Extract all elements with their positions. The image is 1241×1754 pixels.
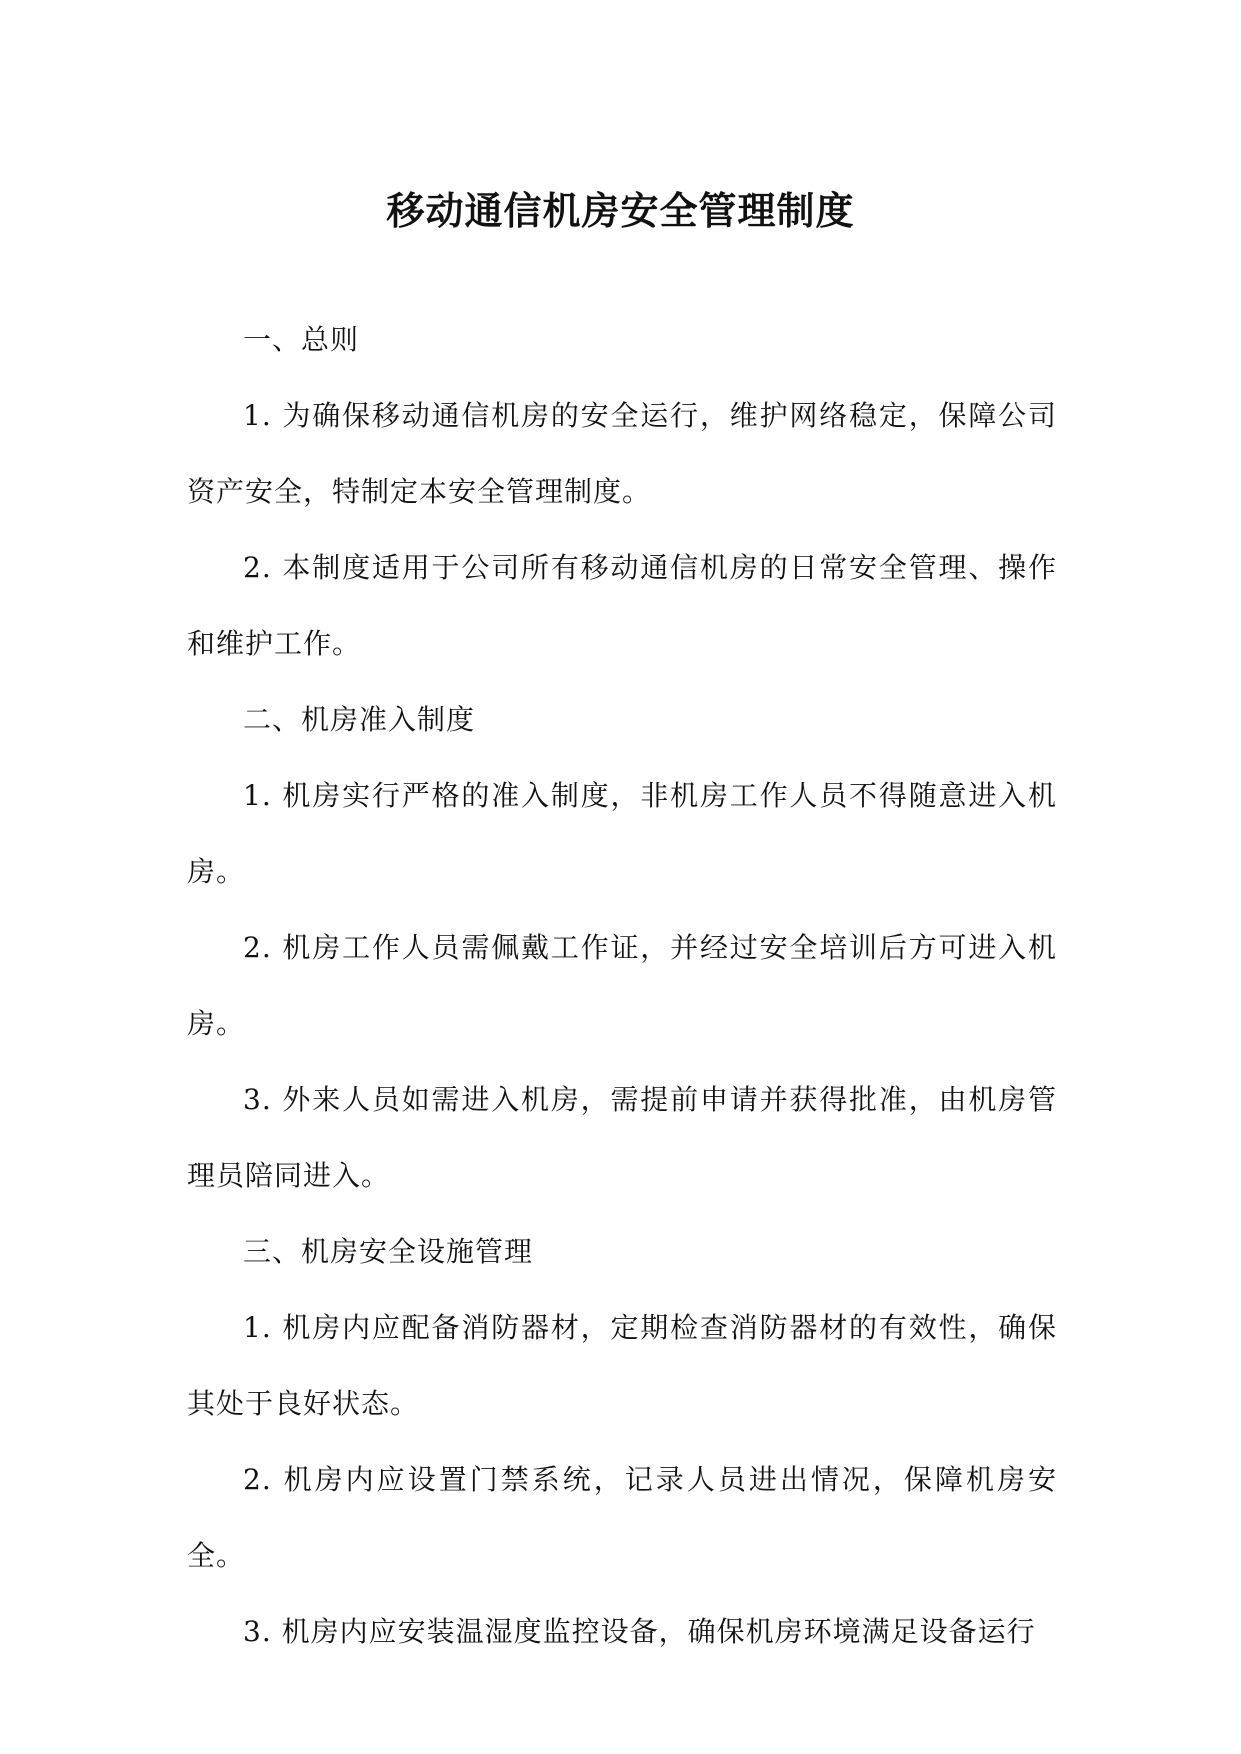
paragraph: 2. 本制度适用于公司所有移动通信机房的日常安全管理、操作和维护工作。 [187, 551, 1057, 660]
paragraph: 2. 机房内应设置门禁系统，记录人员进出情况，保障机房安全。 [187, 1463, 1057, 1572]
paragraph: 1. 为确保移动通信机房的安全运行，维护网络稳定，保障公司资产安全，特制定本安全管理制度。 [187, 399, 1057, 508]
paragraph: 3. 机房内应安装温湿度监控设备，确保机房环境满足设备运行 [243, 1615, 1036, 1648]
section-heading: 二、机房准入制度 [243, 703, 476, 736]
paragraph: 2. 机房工作人员需佩戴工作证，并经过安全培训后方可进入机房。 [187, 931, 1057, 1040]
paragraph: 3. 外来人员如需进入机房，需提前申请并获得批准，由机房管理员陪同进入。 [187, 1083, 1057, 1192]
section-heading: 三、机房安全设施管理 [243, 1235, 534, 1268]
paragraph: 1. 机房内应配备消防器材，定期检查消防器材的有效性，确保其处于良好状态。 [187, 1311, 1057, 1420]
paragraph: 1. 机房实行严格的准入制度，非机房工作人员不得随意进入机房。 [187, 779, 1057, 888]
document-title: 移动通信机房安全管理制度 [386, 188, 855, 233]
document-body [187, 302, 1057, 1670]
section-heading: 一、总则 [243, 323, 360, 356]
